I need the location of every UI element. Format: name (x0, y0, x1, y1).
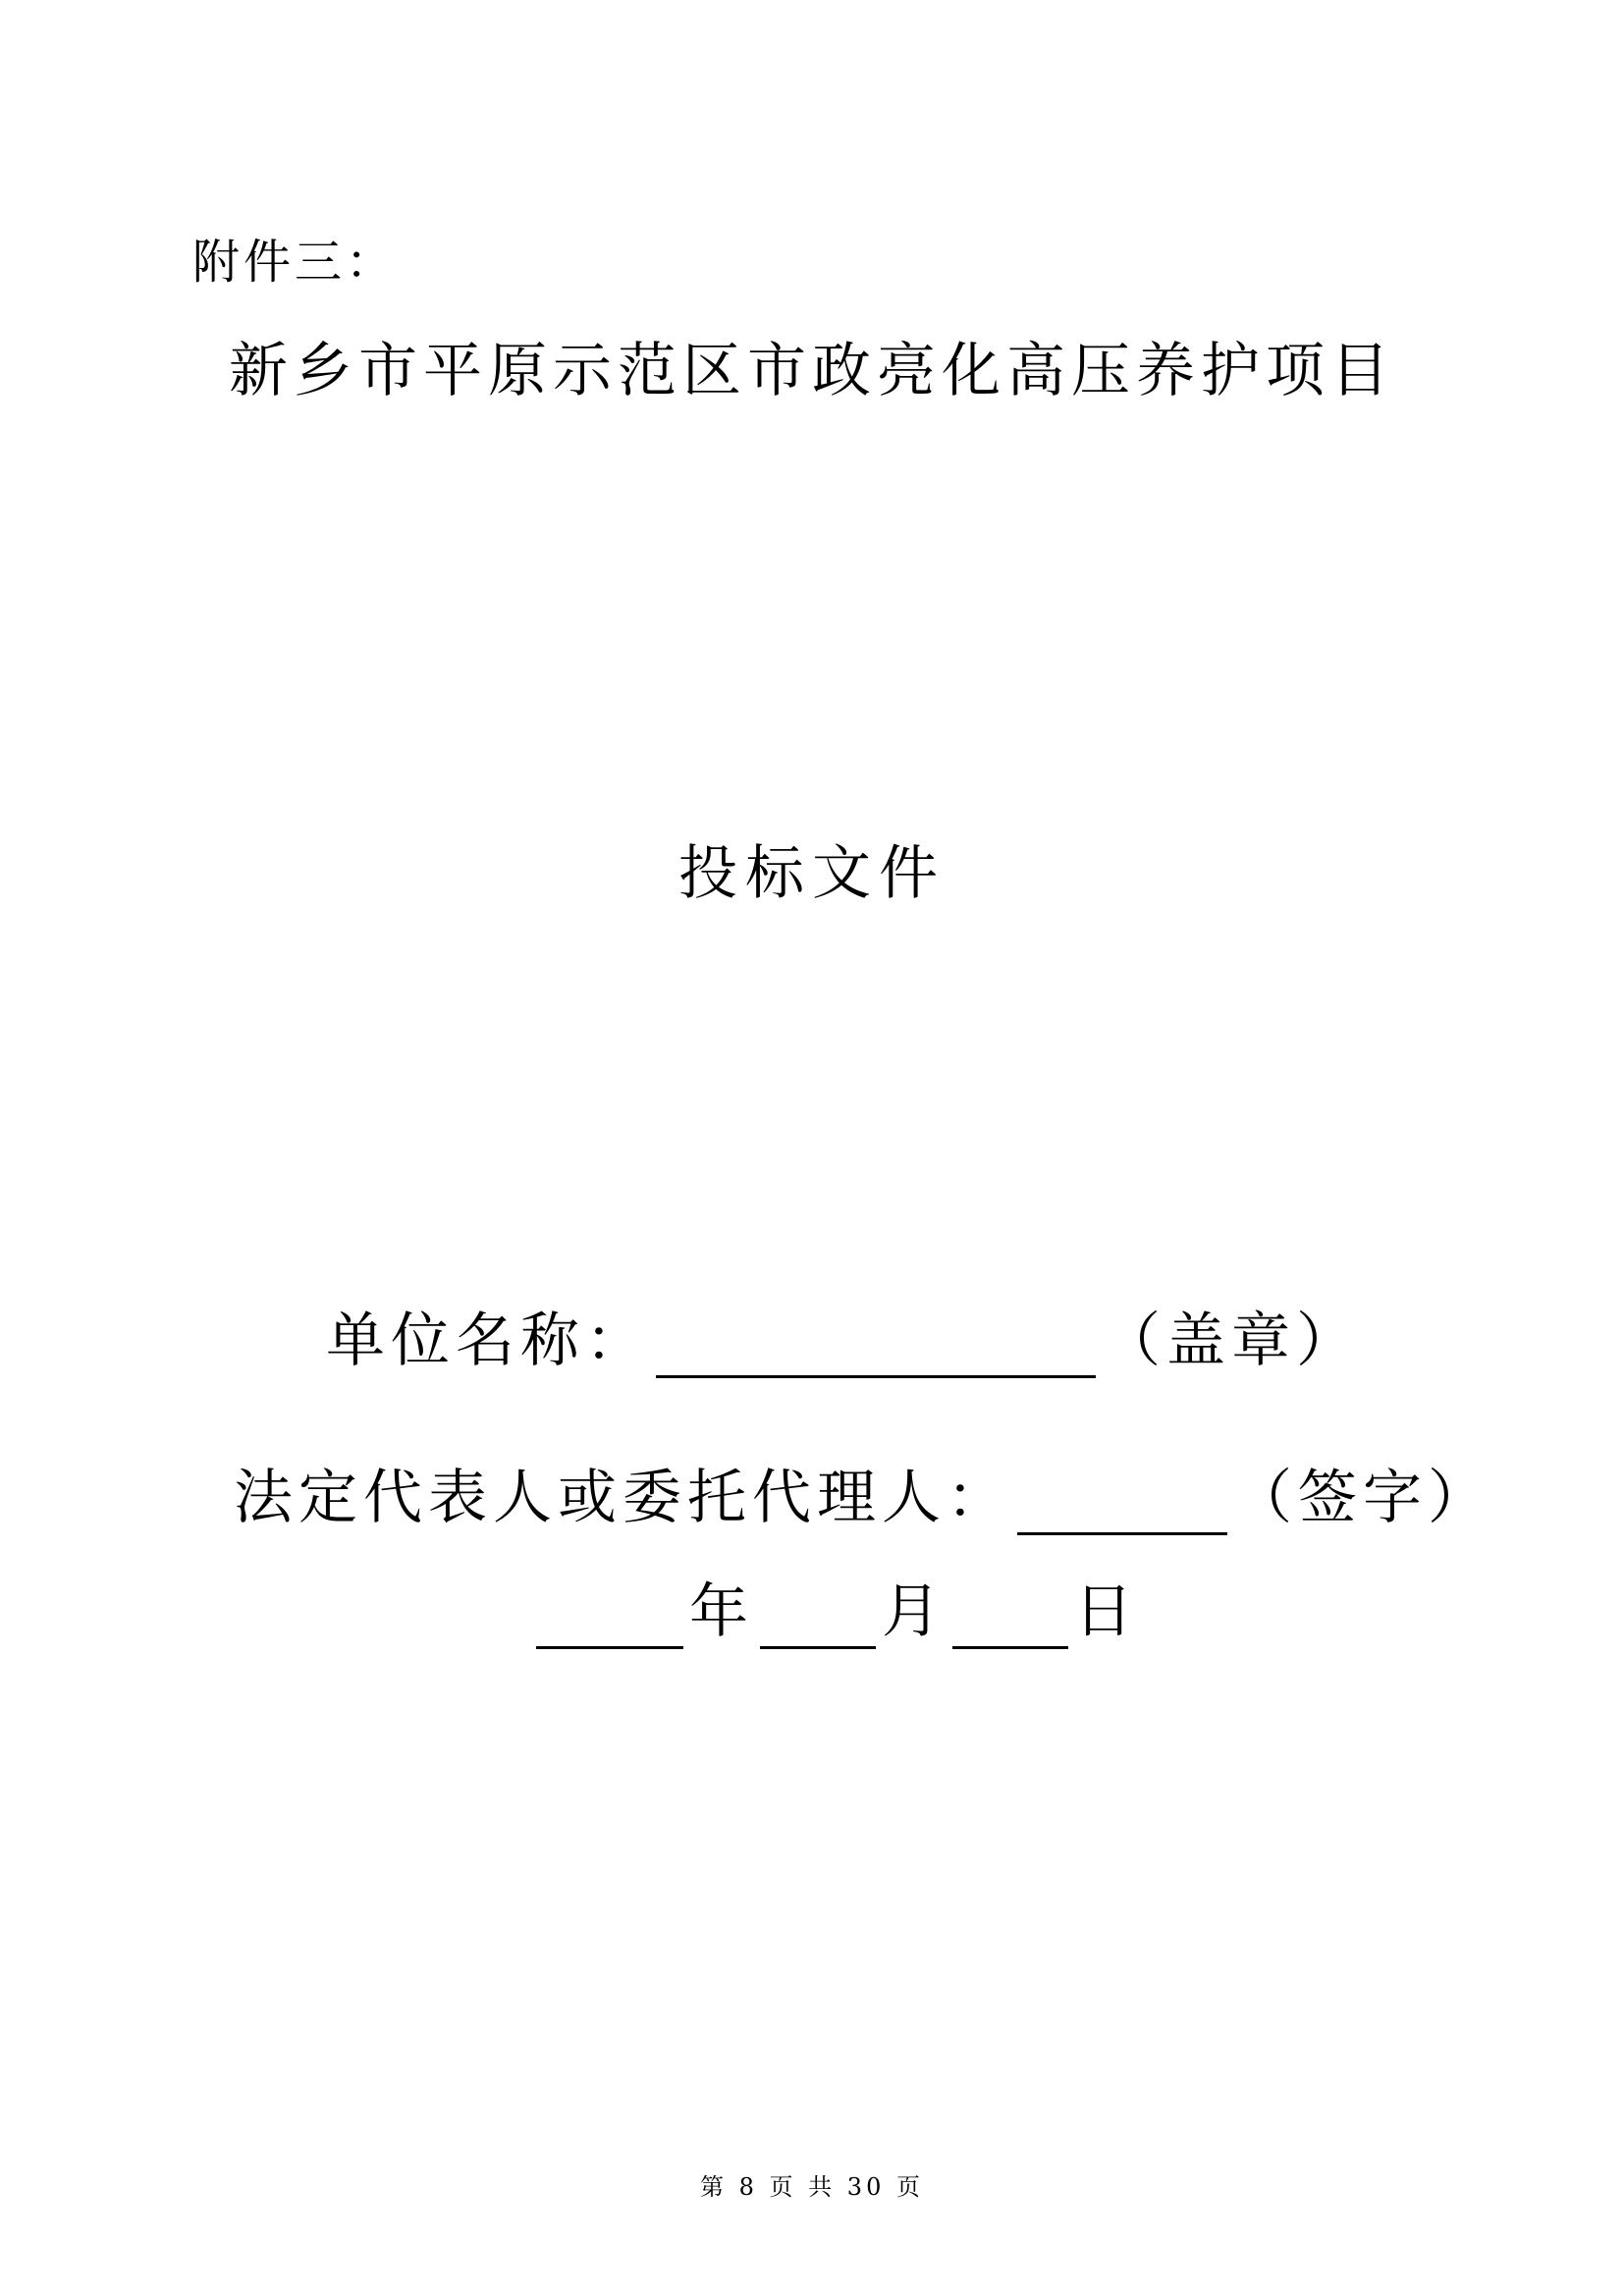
day-label: 日 (1074, 1577, 1139, 1646)
year-label: 年 (689, 1577, 754, 1646)
day-field[interactable] (952, 1587, 1068, 1649)
unit-name-label: 单位名称： (326, 1307, 650, 1375)
unit-name-field[interactable] (656, 1316, 1096, 1378)
month-field[interactable] (760, 1587, 876, 1649)
representative-field[interactable] (1017, 1473, 1227, 1535)
unit-name-seal-note: （盖章） (1102, 1307, 1361, 1375)
unit-name-row (326, 1294, 1361, 1378)
year-field[interactable] (536, 1587, 683, 1649)
representative-label: 法定代表人或委托代理人： (234, 1464, 1011, 1532)
representative-row (234, 1451, 1492, 1535)
document-title: 投标文件 (678, 839, 946, 908)
attachment-label: 附件三： (192, 235, 398, 290)
representative-sign-note: （签字） (1233, 1464, 1492, 1532)
page-number-footer: 第 8 页 共 30 页 (700, 2173, 924, 2201)
date-row (530, 1565, 1139, 1649)
month-label: 月 (882, 1577, 947, 1646)
project-title: 新乡市平原示范区市政亮化高压养护项目 (229, 337, 1395, 405)
